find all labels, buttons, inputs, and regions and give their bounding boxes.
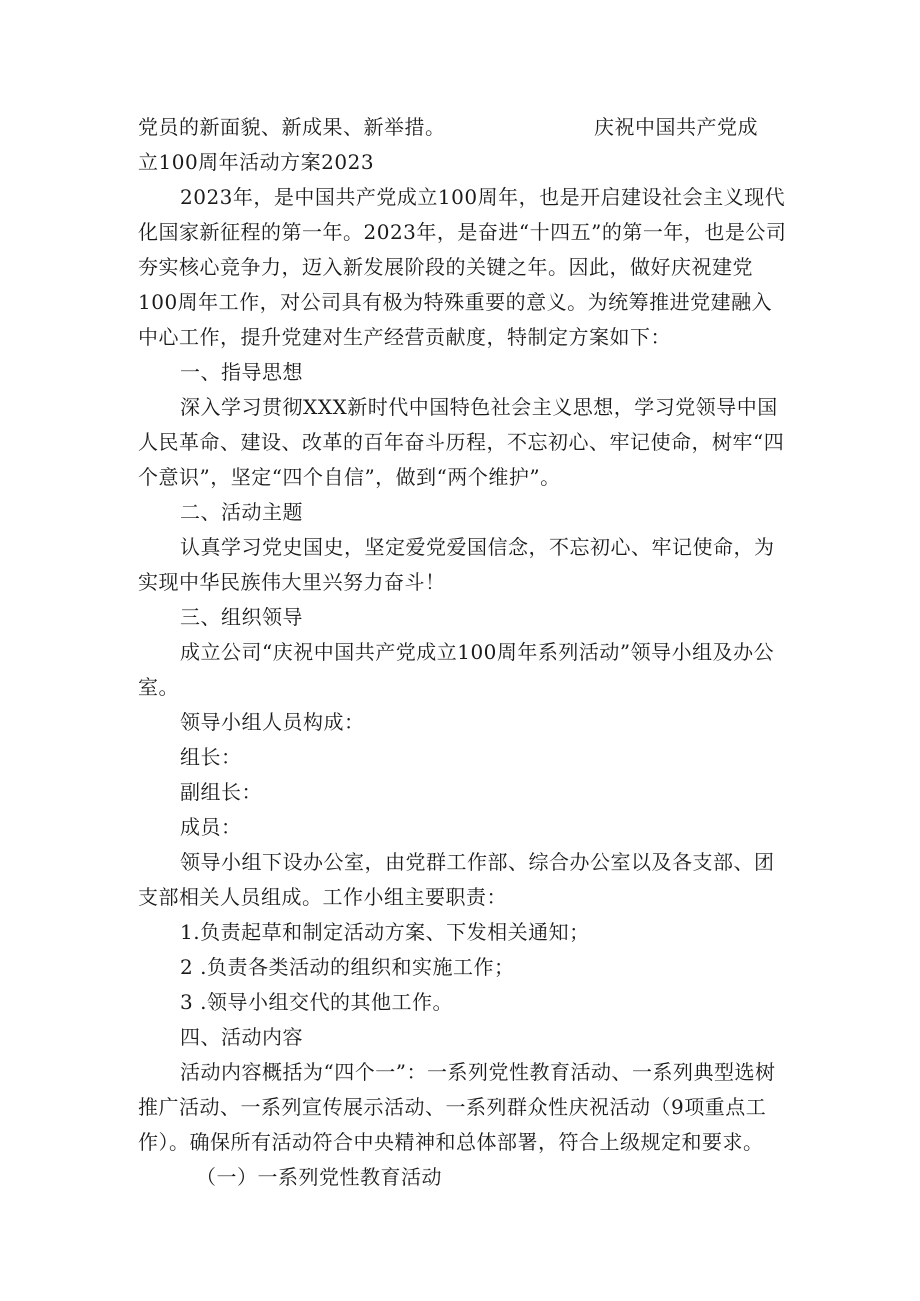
- section1-body: 深入学习贯彻XXX新时代中国特色社会主义思想，学习党领导中国人民革命、建设、改革的百年奋斗历程，不忘初心、牢记使命，树牢“四个意识”，坚定“四个自信”，做到“两个维护”。: [138, 395, 785, 489]
- title-part2: 立100周年活动方案2023: [138, 150, 375, 174]
- section2-body: 认真学习党史国史，坚定爱党爱国信念，不忘初心、牢记使命，为实现中华民族伟大里兴努力奋斗！: [138, 535, 775, 594]
- section4-heading: 四、活动内容: [180, 1025, 303, 1049]
- section3-body: 成立公司“庆祝中国共产党成立100周年系列活动”领导小组及办公室。: [138, 640, 775, 699]
- header-line: [138, 110, 788, 145]
- duty-item-2: 2 .负责各类活动的组织和实施工作；: [180, 955, 515, 979]
- document-body: [138, 110, 788, 1195]
- members-label: 成员：: [180, 815, 242, 839]
- leader-label: 组长：: [180, 745, 242, 769]
- intro-paragraph: 2023年，是中国共产党成立100周年，也是开启建设社会主义现代化国家新征程的第一年。2023年，是奋进“十四五”的第一年，也是公司夯实核心竞争力，迈入新发展阶段的关键之年。因此，做好庆祝建党100周年工作，对公司具有极为特殊重要的意义。为统筹推进党建融入中心工作，提升党建对生产经营贡献度，特制定方案如下：: [138, 185, 787, 349]
- section3-heading: 三、组织领导: [180, 605, 303, 629]
- header-left-text: 党员的新面貌、新成果、新举措。: [138, 115, 446, 139]
- title-part1: 庆祝中国共产党成: [594, 115, 758, 139]
- duty-item-1: 1.负责起草和制定活动方案、下发相关通知；: [180, 920, 590, 944]
- subsection1-heading: （一）一系列党性教育活动: [196, 1165, 442, 1189]
- leaders-heading: 领导小组人员构成：: [180, 710, 365, 734]
- section1-heading: 一、指导思想: [180, 360, 303, 384]
- section2-heading: 二、活动主题: [180, 500, 303, 524]
- duty-item-3: 3 .领导小组交代的其他工作。: [180, 990, 453, 1014]
- section4-body: 活动内容概括为“四个一”：一系列党性教育活动、一系列典型选树推广活动、一系列宣传展示活动、一系列群众性庆祝活动（9项重点工作）。确保所有活动符合中央精神和总体部署，符合上级规定和要求。: [138, 1060, 776, 1154]
- deputy-label: 副组长：: [180, 780, 262, 804]
- office-paragraph: 领导小组下设办公室，由党群工作部、综合办公室以及各支部、团支部相关人员组成。工作小组主要职责：: [138, 850, 775, 909]
